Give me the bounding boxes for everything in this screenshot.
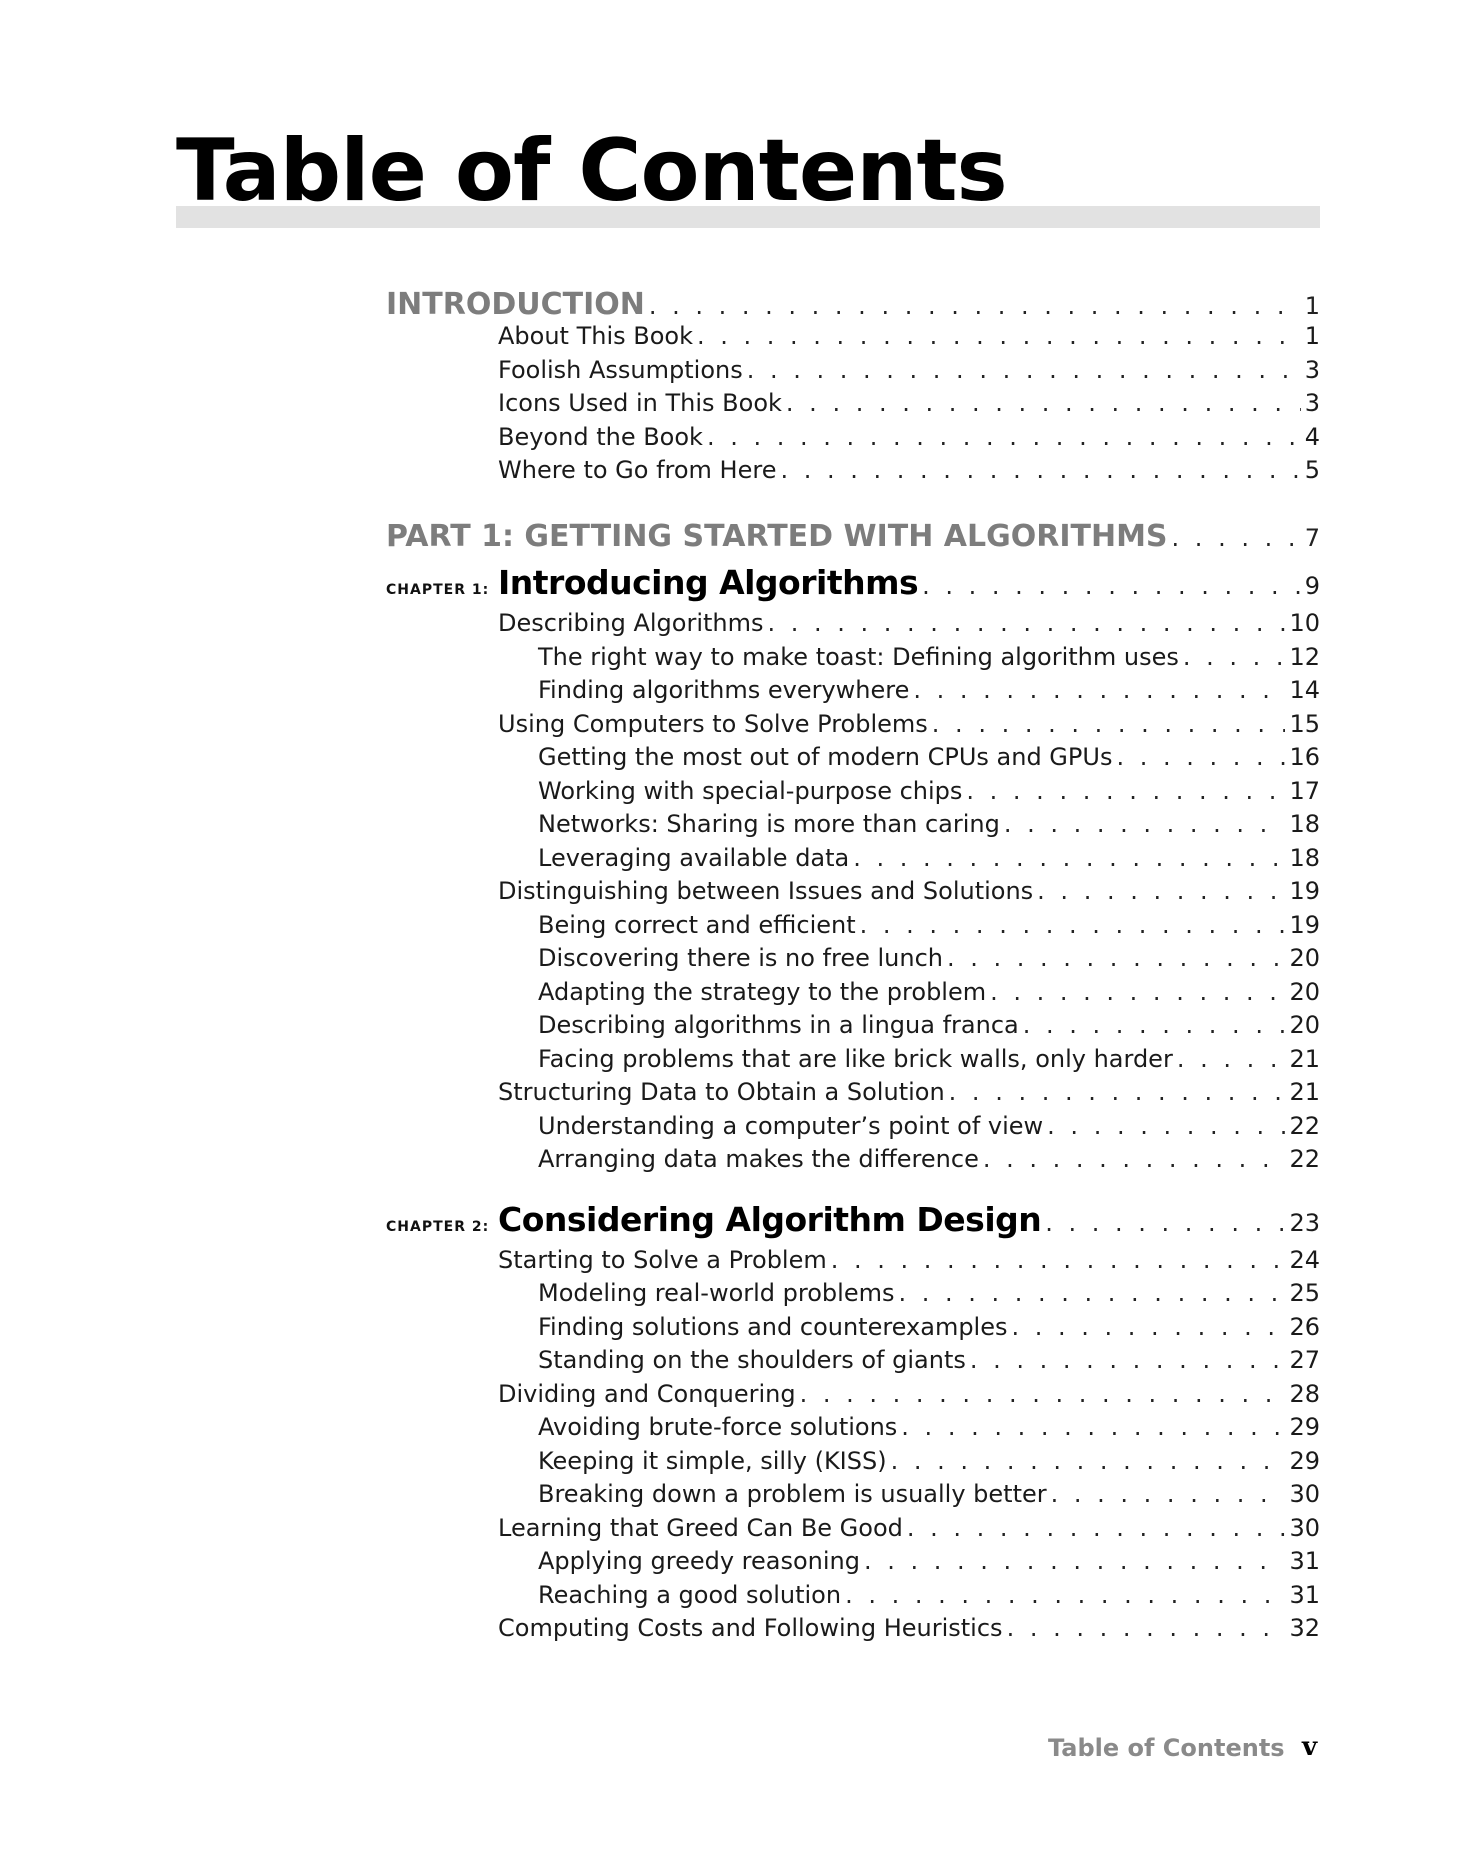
- dot-leader: [966, 779, 1285, 803]
- toc-entry-label: Distinguishing between Issues and Solutions: [498, 877, 1034, 905]
- toc-entry-page: 9: [1304, 572, 1320, 600]
- toc-entry-label: Starting to Solve a Problem: [498, 1246, 827, 1274]
- toc-entry-label: Getting the most out of modern CPUs and GPUs: [538, 743, 1113, 771]
- toc-entry-label: Networks: Sharing is more than caring: [538, 810, 1000, 838]
- dot-leader: [1177, 1047, 1286, 1071]
- toc-entry-label: Using Computers to Solve Problems: [498, 710, 928, 738]
- toc-entry-label: Describing algorithms in a lingua franca: [538, 1011, 1019, 1039]
- toc-entry-label: Breaking down a problem is usually better: [538, 1480, 1047, 1508]
- dot-leader: [932, 712, 1286, 736]
- toc-entry-subsection[interactable]: [538, 779, 1320, 803]
- toc-entry-page: 15: [1289, 710, 1320, 738]
- dot-leader: [947, 946, 1285, 970]
- toc-entry-label: Understanding a computer’s point of view: [538, 1112, 1044, 1140]
- toc-entry-label: Working with special-purpose chips: [538, 777, 963, 805]
- toc-entry-subsection[interactable]: [538, 980, 1320, 1004]
- toc-entry-section[interactable]: [498, 458, 1320, 482]
- toc-entry-chapter[interactable]: [386, 1200, 1320, 1239]
- toc-entry-page: 10: [1289, 609, 1320, 637]
- dot-leader: [1037, 879, 1285, 903]
- toc-entry-page: 20: [1289, 978, 1320, 1006]
- toc-entry-page: 14: [1289, 676, 1320, 704]
- dot-leader: [907, 1516, 1286, 1540]
- toc-entry-label: Being correct and efficient: [538, 911, 856, 939]
- toc-entry-section[interactable]: [498, 1382, 1320, 1406]
- dot-leader: [649, 294, 1301, 318]
- dot-leader: [913, 678, 1285, 702]
- toc-entry-page: 18: [1289, 810, 1320, 838]
- toc-entry-subsection[interactable]: [538, 1147, 1320, 1171]
- dot-leader: [1051, 1482, 1286, 1506]
- toc-entry-page: 30: [1289, 1480, 1320, 1508]
- toc-entry-label: PART 1: GETTING STARTED WITH ALGORITHMS: [386, 519, 1168, 554]
- dot-leader: [697, 324, 1301, 348]
- toc-entry-page: 19: [1289, 911, 1320, 939]
- toc-entry-page: 3: [1304, 389, 1320, 417]
- toc-entry-page: 4: [1304, 423, 1320, 451]
- toc-entry-label: INTRODUCTION: [386, 287, 645, 322]
- dot-leader: [853, 846, 1285, 870]
- toc-entry-label: Reaching a good solution: [538, 1581, 842, 1609]
- toc-entry-label: Facing problems that are like brick walls, only harder: [538, 1045, 1173, 1073]
- dot-leader: [831, 1248, 1286, 1272]
- chapter-number: CHAPTER 2:: [386, 1219, 490, 1235]
- toc-entry-section[interactable]: [498, 611, 1320, 635]
- toc-entry-section[interactable]: [498, 1516, 1320, 1540]
- dot-leader: [1004, 812, 1286, 836]
- toc-entry-page: 20: [1289, 944, 1320, 972]
- toc-entry-page: 22: [1289, 1145, 1320, 1173]
- dot-leader: [901, 1415, 1285, 1439]
- page-title: Table of Contents: [176, 121, 1007, 221]
- toc-entry-subsection[interactable]: [538, 846, 1320, 870]
- toc-entry-section[interactable]: [498, 324, 1320, 348]
- toc-entry-subsection[interactable]: [538, 1449, 1320, 1473]
- toc-entry-label: Leveraging available data: [538, 844, 850, 872]
- toc-entry-page: 1: [1304, 322, 1320, 350]
- dot-leader: [747, 358, 1301, 382]
- toc-entry-subsection[interactable]: [538, 1315, 1320, 1339]
- toc-entry-section[interactable]: [498, 358, 1320, 382]
- toc-entry-subsection[interactable]: [538, 1013, 1320, 1037]
- running-footer-title: Table of Contents: [1048, 1734, 1285, 1762]
- dot-leader: [707, 425, 1301, 449]
- dot-leader: [1116, 745, 1285, 769]
- toc-entry-label: Considering Algorithm Design: [498, 1200, 1042, 1239]
- toc-entry-page: 3: [1304, 356, 1320, 384]
- toc-entry-label: Learning that Greed Can Be Good: [498, 1514, 903, 1542]
- toc-entry-subsection[interactable]: [538, 1114, 1320, 1138]
- toc-entry-page: 28: [1289, 1380, 1320, 1408]
- toc-entry-section[interactable]: [498, 425, 1320, 449]
- dot-leader: [864, 1549, 1285, 1573]
- toc-entry-label: The right way to make toast: Defining algorithm uses: [538, 643, 1179, 671]
- toc-entry-label: Where to Go from Here: [498, 456, 777, 484]
- dot-leader: [1172, 526, 1301, 550]
- toc-entry-page: 29: [1289, 1447, 1320, 1475]
- dot-leader: [1047, 1114, 1285, 1138]
- toc-entry-subsection[interactable]: [538, 812, 1320, 836]
- toc-entry-label: About This Book: [498, 322, 693, 350]
- toc-entry-section[interactable]: [498, 1616, 1320, 1640]
- chapter-number: CHAPTER 1:: [386, 582, 490, 598]
- toc-entry-section[interactable]: [498, 1248, 1320, 1272]
- toc-entry-page: 17: [1289, 777, 1320, 805]
- toc-entry-subsection[interactable]: [538, 1281, 1320, 1305]
- toc-entry-page: 26: [1289, 1313, 1320, 1341]
- dot-leader: [780, 458, 1300, 482]
- toc-entry-label: Discovering there is no free lunch: [538, 944, 943, 972]
- toc-entry-section[interactable]: [498, 1080, 1320, 1104]
- toc-entry-label: Beyond the Book: [498, 423, 703, 451]
- toc-entry-page: 7: [1304, 524, 1320, 552]
- toc-entry-page: 25: [1289, 1279, 1320, 1307]
- toc-entry-label: Modeling real-world problems: [538, 1279, 895, 1307]
- toc-entry-subsection[interactable]: [538, 1482, 1320, 1506]
- toc-entry-page: 12: [1289, 643, 1320, 671]
- toc-entry-label: Finding algorithms everywhere: [538, 676, 910, 704]
- toc-entry-label: Foolish Assumptions: [498, 356, 743, 384]
- toc-entry-page: 22: [1289, 1112, 1320, 1140]
- toc-entry-label: Structuring Data to Obtain a Solution: [498, 1078, 945, 1106]
- dot-leader: [983, 1147, 1286, 1171]
- page-number: v: [1302, 1732, 1318, 1762]
- toc-entry-label: Standing on the shoulders of giants: [538, 1346, 966, 1374]
- toc-entry-chapter[interactable]: [386, 563, 1320, 602]
- toc-entry-page: 20: [1289, 1011, 1320, 1039]
- dot-leader: [898, 1281, 1285, 1305]
- toc-entry-label: Describing Algorithms: [498, 609, 764, 637]
- toc-entry-label: Adapting the strategy to the problem: [538, 978, 987, 1006]
- toc-entry-label: Dividing and Conquering: [498, 1380, 796, 1408]
- dot-leader: [800, 1382, 1286, 1406]
- toc-entry-subsection[interactable]: [538, 645, 1320, 669]
- toc-entry-page: 24: [1289, 1246, 1320, 1274]
- toc-entry-label: Icons Used in This Book: [498, 389, 782, 417]
- dot-leader: [1023, 1013, 1286, 1037]
- toc-entry-page: 31: [1289, 1581, 1320, 1609]
- toc-entry-page: 23: [1289, 1209, 1320, 1237]
- dot-leader: [1012, 1315, 1286, 1339]
- toc-entry-page: 30: [1289, 1514, 1320, 1542]
- toc-entry-subsection[interactable]: [538, 1047, 1320, 1071]
- toc-entry-label: Computing Costs and Following Heuristics: [498, 1614, 1003, 1642]
- toc-entry-label: Avoiding brute-force solutions: [538, 1413, 898, 1441]
- toc-entry-page: 16: [1289, 743, 1320, 771]
- dot-leader: [786, 391, 1301, 415]
- toc-entry-page: 21: [1289, 1045, 1320, 1073]
- toc-entry-subsection[interactable]: [538, 678, 1320, 702]
- toc-entry-page: 19: [1289, 877, 1320, 905]
- toc-entry-label: Applying greedy reasoning: [538, 1547, 860, 1575]
- dot-leader: [1045, 1211, 1285, 1235]
- toc-entry-label: Introducing Algorithms: [498, 563, 919, 602]
- dot-leader: [768, 611, 1286, 635]
- dot-leader: [1183, 645, 1286, 669]
- dot-leader: [949, 1080, 1286, 1104]
- toc-entry-subsection[interactable]: [538, 946, 1320, 970]
- toc-entry-page: 5: [1304, 456, 1320, 484]
- toc-entry-section[interactable]: [498, 879, 1320, 903]
- toc-entry-page: 27: [1289, 1346, 1320, 1374]
- dot-leader: [845, 1583, 1285, 1607]
- toc-entry-subsection[interactable]: [538, 1348, 1320, 1372]
- toc-entry-section[interactable]: [498, 712, 1320, 736]
- toc-entry-subsection[interactable]: [538, 1415, 1320, 1439]
- toc-entry-introduction[interactable]: [386, 287, 1320, 322]
- dot-leader: [922, 574, 1301, 598]
- toc-entry-subsection[interactable]: [538, 913, 1320, 937]
- dot-leader: [1007, 1616, 1286, 1640]
- toc-entry-page: 21: [1289, 1078, 1320, 1106]
- dot-leader: [970, 1348, 1286, 1372]
- toc-entry-label: Arranging data makes the difference: [538, 1145, 979, 1173]
- toc-entry-part[interactable]: [386, 519, 1320, 554]
- toc-entry-page: 1: [1304, 292, 1320, 320]
- toc-entry-page: 32: [1289, 1614, 1320, 1642]
- toc-entry-page: 31: [1289, 1547, 1320, 1575]
- toc-entry-subsection[interactable]: [538, 1583, 1320, 1607]
- dot-leader: [891, 1449, 1286, 1473]
- dot-leader: [990, 980, 1285, 1004]
- toc-entry-page: 18: [1289, 844, 1320, 872]
- toc-entry-label: Finding solutions and counterexamples: [538, 1313, 1008, 1341]
- dot-leader: [860, 913, 1286, 937]
- toc-entry-label: Keeping it simple, silly (KISS): [538, 1447, 887, 1475]
- toc-entry-subsection[interactable]: [538, 1549, 1320, 1573]
- toc-entry-section[interactable]: [498, 391, 1320, 415]
- toc-entry-page: 29: [1289, 1413, 1320, 1441]
- toc-entry-subsection[interactable]: [538, 745, 1320, 769]
